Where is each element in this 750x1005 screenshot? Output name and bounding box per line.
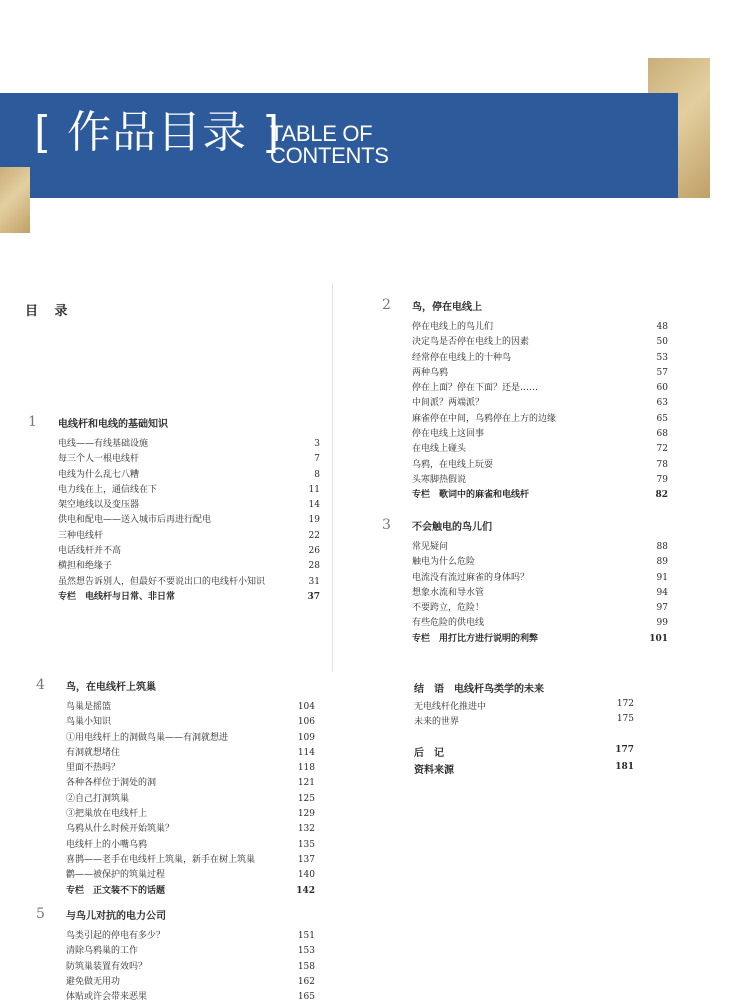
entry-title: 电话线杆并不高 [58,546,122,557]
entry-title: 想象水流和导水管 [412,587,485,598]
entry-page: 14 [308,500,320,511]
section-title: 电线杆和电线的基础知识 [58,419,168,430]
entry-page: 57 [656,367,668,378]
entry-page: 72 [656,444,668,455]
entry-title: 清除乌鸦巢的工作 [66,946,139,957]
entry-title: 乌鸦从什么时候开始筑巢？ [66,824,175,835]
column-divider [332,283,333,671]
entry-title: 两种乌鸦 [412,367,449,378]
entry-title: 各种各样位于洞处的洞 [66,778,157,789]
entry-title: 电力线在上，通信线在下 [58,484,158,495]
entry-title: 有洞就想堵住 [66,747,121,758]
references-label: 资料来源 [414,765,454,776]
conclusion-page: 172 [616,699,634,709]
entry-page: 89 [656,557,668,568]
entry-page: 162 [297,976,315,987]
entry-title: 电线为什么乱七八糟 [58,469,140,480]
entry-title: ③把巢放在电线杆上 [66,809,148,820]
entry-page: 78 [656,459,668,470]
banner-title-en-line2: CONTENTS [270,143,389,168]
entry-title: 麻雀停在中间，乌鸦停在上方的边缘 [412,413,557,424]
entry-page: 165 [297,992,315,1003]
entry-page: 91 [656,572,668,583]
gold-accent-bottom-left [0,167,30,233]
banner-title-en-line1: TABLE OF [270,121,373,146]
entry-title: 鸟巢小知识 [66,717,112,728]
entry-title: 中间派？两端派？ [412,398,485,409]
entry-title: 每三个人一根电线杆 [58,454,140,465]
entry-page: 37 [307,591,320,602]
toc-heading: 目 录 [25,304,74,319]
entry-title: 专栏 正文装不下的话题 [66,885,166,896]
section-number: 4 [36,677,45,693]
entry-title: 电流没有流过麻雀的身体吗？ [412,572,530,583]
entry-page: 106 [297,717,315,728]
title-banner [0,93,678,198]
entry-page: 142 [296,885,315,896]
entry-title: 虽然想告诉别人，但最好不要说出口的电线杆小知识 [58,576,266,587]
entry-title: ①用电线杆上的洞做鸟巢——有洞就想进 [66,732,229,743]
entry-page: 28 [308,561,320,572]
entry-title: 乌鸦，在电线上玩耍 [412,459,494,470]
entry-title: 经常停在电线上的十种鸟 [412,352,512,363]
banner-title-zh: [ 作品目录 ] [34,107,281,158]
conclusion-title: 结 语 电线杆鸟类学的未来 [414,684,544,695]
entry-title: 横担和绝缘子 [58,561,113,572]
entry-title: 专栏 电线杆与日常、非日常 [58,591,176,602]
entry-page: 3 [314,439,320,449]
entry-page: 48 [656,322,668,332]
section-number: 5 [36,906,45,922]
entry-page: 118 [297,763,315,774]
entry-title: 电线——有线基础设施 [58,439,149,449]
entry-title: 停在电线上的鸟儿们 [412,322,494,332]
conclusion-entry: 无电线杆化推进中 [414,702,487,712]
section-number: 1 [28,414,37,430]
section-number: 2 [382,297,391,313]
entry-title: 供电和配电——送入城市后再进行配电 [58,515,212,526]
entry-title: 防筑巢装置有效吗？ [66,961,148,972]
entry-title: 停在电线上这回事 [412,429,485,440]
entry-page: 79 [656,474,668,485]
entry-page: 101 [649,633,668,644]
section-number: 3 [382,517,391,533]
entry-title: 停在上面？停在下面？还是…… [412,383,539,394]
entry-page: 8 [314,469,320,480]
entry-page: 60 [656,383,668,394]
entry-title: ②自己打洞筑巢 [66,793,130,804]
entry-page: 125 [297,793,315,804]
entry-page: 104 [297,702,315,712]
entry-page: 121 [297,778,315,789]
entry-title: 决定鸟是否停在电线上的因素 [412,337,530,348]
entry-page: 129 [297,809,315,820]
section-title: 鸟，停在电线上 [412,302,482,313]
references-page: 181 [615,762,634,772]
entry-title: 有些危险的供电线 [412,618,485,629]
entry-page: 26 [308,546,320,557]
entry-title: 架空地线以及变压器 [58,500,140,511]
entry-page: 31 [308,576,320,587]
entry-page: 97 [656,603,668,614]
entry-page: 140 [297,870,315,881]
afterword-label: 后 记 [414,748,444,759]
entry-page: 11 [308,484,320,495]
entry-page: 53 [656,352,668,363]
entry-page: 99 [656,618,668,629]
entry-title: 避免做无用功 [66,976,121,987]
entry-page: 94 [656,587,668,598]
afterword-page: 177 [615,745,634,755]
entry-title: 鸟类引起的停电有多少？ [66,931,166,941]
entry-title: 鸟巢是摇篮 [66,702,112,712]
section-title: 鸟，在电线杆上筑巢 [66,682,156,693]
entry-title: 三种电线杆 [58,530,104,541]
entry-title: 专栏 用打比方进行说明的利弊 [412,633,539,644]
entry-page: 137 [297,854,315,865]
conclusion-page: 175 [616,714,634,724]
entry-title: 里面不热吗？ [66,763,121,774]
entry-title: 不要跨立，危险！ [412,603,485,614]
banner-title-en [270,123,389,167]
entry-page: 158 [297,961,315,972]
entry-page: 135 [297,839,315,850]
entry-page: 65 [656,413,668,424]
entry-page: 7 [314,454,320,465]
entry-title: 鹳——被保护的筑巢过程 [66,870,166,881]
entry-title: 喜鹊——老手在电线杆上筑巢，新手在树上筑巢 [66,854,256,865]
entry-page: 22 [308,530,320,541]
entry-page: 63 [656,398,668,409]
entry-page: 114 [297,747,315,758]
entry-page: 151 [297,931,315,941]
entry-title: 专栏 歌词中的麻雀和电线杆 [412,490,530,501]
entry-page: 132 [297,824,315,835]
entry-page: 68 [656,429,668,440]
entry-page: 109 [297,732,315,743]
entry-title: 触电为什么危险 [412,557,476,568]
entry-title: 电线杆上的小嘴乌鸦 [66,839,148,850]
entry-page: 19 [308,515,320,526]
entry-title: 体贴或许会带来恶果 [66,992,148,1003]
entry-title: 常见疑问 [412,542,449,552]
entry-page: 153 [297,946,315,957]
entry-page: 82 [655,490,668,501]
conclusion-entry: 未来的世界 [414,717,460,727]
section-title: 与鸟儿对抗的电力公司 [66,911,166,922]
entry-title: 头寒脚热假说 [412,474,467,485]
section-title: 不会触电的鸟儿们 [412,522,492,533]
entry-page: 50 [656,337,668,348]
entry-page: 88 [656,542,668,552]
entry-title: 在电线上碰头 [412,444,467,455]
